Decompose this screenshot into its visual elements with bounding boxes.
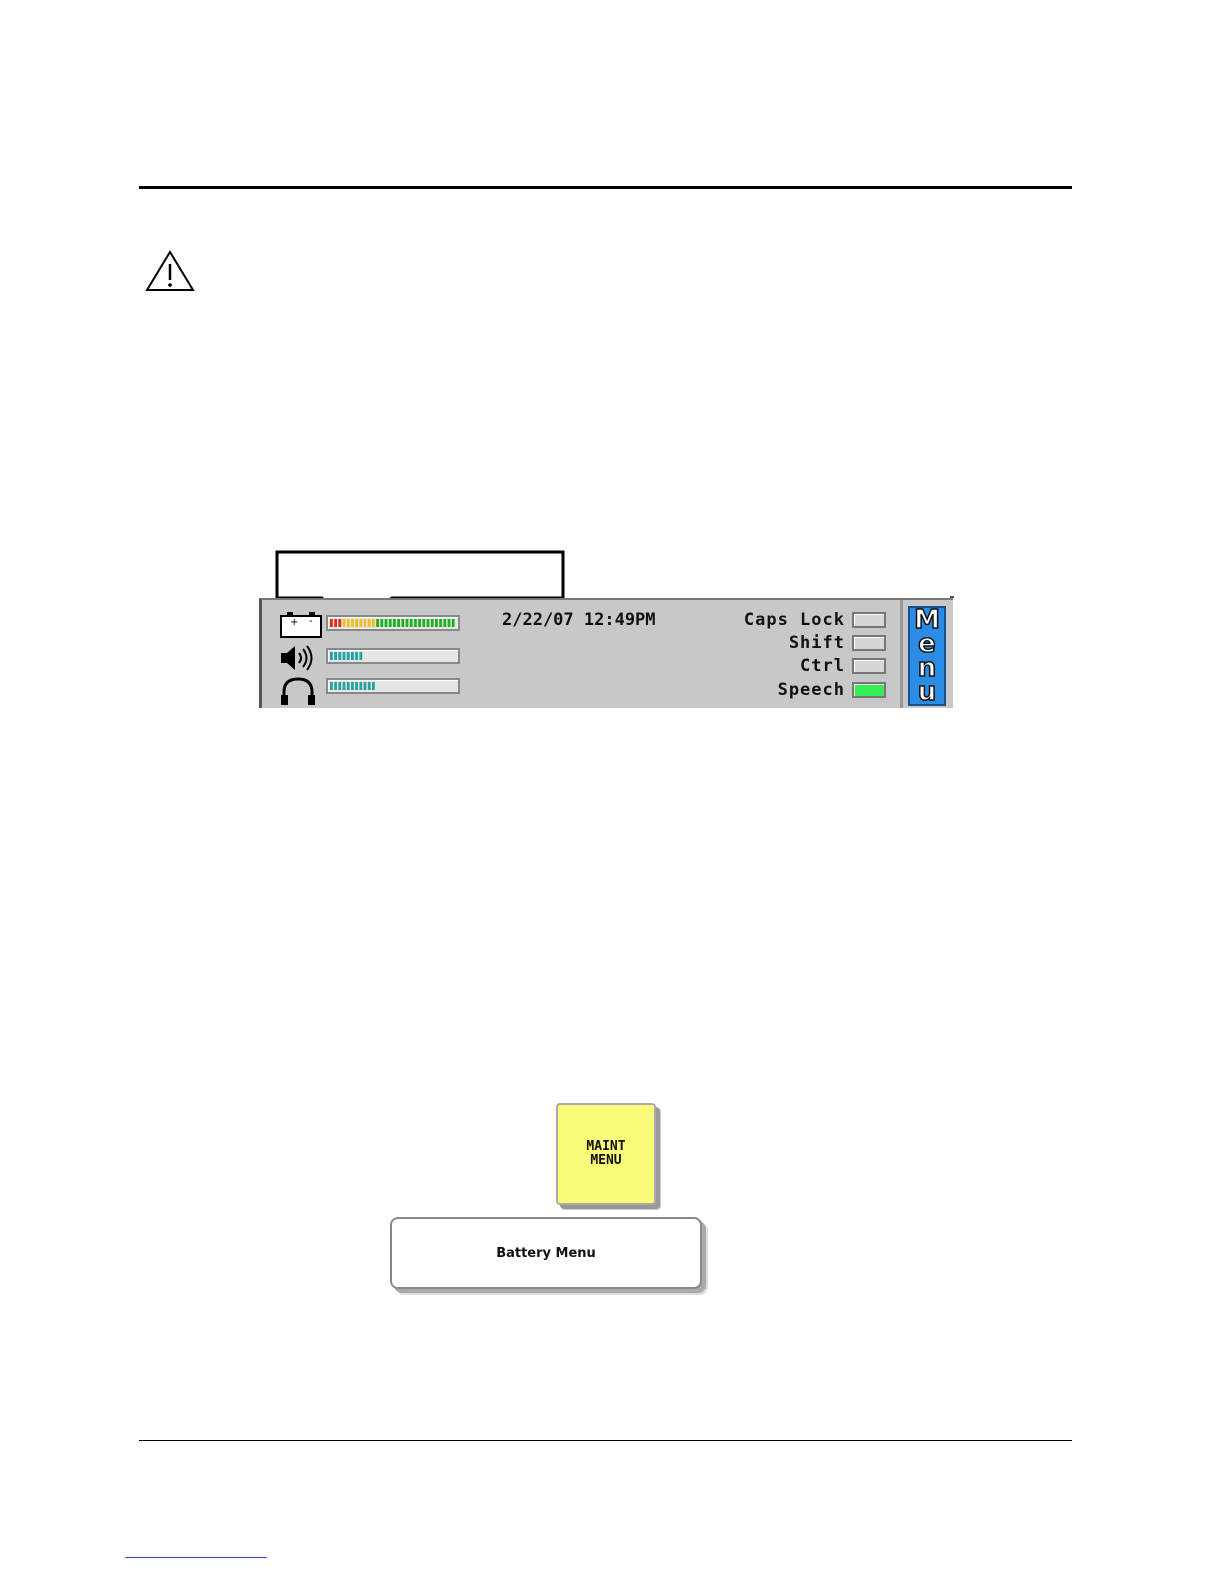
warning-icon: [145, 250, 195, 292]
headphone-icon: [280, 676, 316, 706]
header-rule: [139, 186, 1072, 189]
maint-menu-label: MAINT MENU: [586, 1139, 626, 1168]
battery-level-segment: [355, 619, 358, 627]
menu-letter: M: [914, 605, 940, 635]
headphone-volume-segment: [359, 682, 362, 690]
battery-menu-label: Battery Menu: [496, 1245, 596, 1261]
caps-lock-label: Caps Lock: [743, 610, 845, 630]
battery-level-segment: [397, 619, 400, 627]
battery-level-segment: [401, 619, 404, 627]
headphone-volume-segment: [355, 682, 358, 690]
speaker-volume-segment: [338, 652, 341, 660]
battery-level-segment: [393, 619, 396, 627]
battery-level-segment: [359, 619, 362, 627]
headphone-volume-segment: [343, 682, 346, 690]
battery-level-segment: [439, 619, 442, 627]
headphone-volume-segment: [330, 682, 333, 690]
footer-rule: [139, 1440, 1072, 1441]
footer-link-underline: [125, 1557, 267, 1558]
headphone-volume-segment: [334, 682, 337, 690]
battery-menu-button[interactable]: [390, 1217, 702, 1289]
speaker-volume-segment: [343, 652, 346, 660]
menu-letter: n: [917, 653, 937, 683]
caps-lock-indicator[interactable]: [852, 612, 886, 628]
speech-indicator[interactable]: [852, 682, 886, 698]
speaker-icon: [280, 644, 316, 672]
speaker-volume-segment: [359, 652, 362, 660]
battery-level-meter: [326, 615, 460, 631]
speaker-volume-segment: [334, 652, 337, 660]
speaker-volume-meter[interactable]: [326, 648, 460, 664]
headphone-volume-segment: [338, 682, 341, 690]
battery-level-segment: [343, 619, 346, 627]
ctrl-label: Ctrl: [800, 656, 845, 676]
battery-level-segment: [376, 619, 379, 627]
battery-level-segment: [364, 619, 367, 627]
battery-level-segment: [435, 619, 438, 627]
svg-text:-: -: [309, 616, 313, 627]
battery-level-segment: [414, 619, 417, 627]
speaker-volume-segment: [355, 652, 358, 660]
speech-label: Speech: [777, 680, 845, 700]
headphone-volume-segment: [364, 682, 367, 690]
speaker-volume-segment: [347, 652, 350, 660]
shift-label: Shift: [788, 633, 845, 653]
date-time-display: 2/22/07 12:49PM: [502, 610, 656, 630]
menu-letter: e: [918, 629, 936, 659]
speaker-volume-segment: [351, 652, 354, 660]
maint-menu-button[interactable]: [556, 1103, 656, 1205]
battery-level-segment: [330, 619, 333, 627]
speaker-volume-segment: [330, 652, 333, 660]
battery-level-segment: [385, 619, 388, 627]
battery-level-segment: [422, 619, 425, 627]
headphone-volume-segment: [368, 682, 371, 690]
battery-level-segment: [380, 619, 383, 627]
battery-level-segment: [410, 619, 413, 627]
battery-level-segment: [351, 619, 354, 627]
battery-level-segment: [443, 619, 446, 627]
shift-indicator[interactable]: [852, 635, 886, 651]
svg-text:+: +: [290, 617, 299, 628]
battery-level-segment: [431, 619, 434, 627]
battery-level-segment: [372, 619, 375, 627]
battery-level-segment: [427, 619, 430, 627]
battery-level-segment: [368, 619, 371, 627]
battery-level-segment: [452, 619, 455, 627]
ctrl-indicator[interactable]: [852, 658, 886, 674]
battery-icon: [280, 610, 322, 638]
battery-level-segment: [347, 619, 350, 627]
menu-letter: u: [917, 677, 937, 707]
battery-level-segment: [418, 619, 421, 627]
battery-level-segment: [338, 619, 341, 627]
battery-level-segment: [334, 619, 337, 627]
battery-level-segment: [389, 619, 392, 627]
headphone-volume-meter[interactable]: [326, 678, 460, 694]
headphone-volume-segment: [351, 682, 354, 690]
battery-level-segment: [406, 619, 409, 627]
headphone-volume-segment: [347, 682, 350, 690]
status-bar: [259, 598, 953, 708]
battery-level-segment: [448, 619, 451, 627]
menu-button[interactable]: [908, 606, 946, 706]
headphone-volume-segment: [372, 682, 375, 690]
